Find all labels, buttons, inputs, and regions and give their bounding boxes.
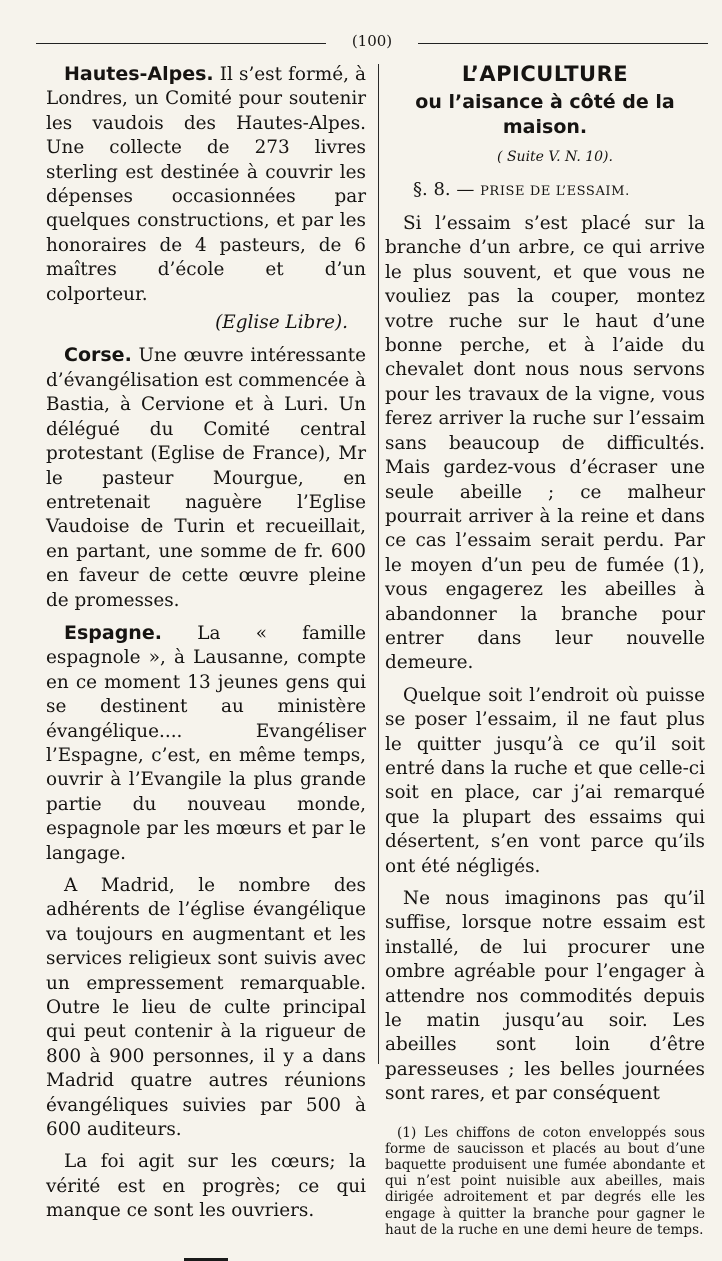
espagne-paragraph — [46, 621, 366, 866]
page-header — [36, 30, 708, 56]
right-column — [385, 62, 705, 1238]
espagne-text: La « famille espagnole », à Lausanne, compte en ce moment 13 jeunes gens qui se destinent au ministère évangélique.... Evangéliser l’Espagne, c’est, en même temps, ouvrir à l’Evangile la plus grande partie du nouveau monde, espagnole par les mœurs et par le langage. — [46, 622, 366, 864]
header-rule-left — [36, 43, 326, 44]
hautes-alpes-paragraph — [46, 62, 366, 307]
article-continuation-note: ( Suite V. N. 10). — [497, 149, 613, 166]
apiculture-paragraph-3: Ne nous imaginons pas qu’il suffise, lorsque notre essaim est installé, de lui procurer une ombre agréable pour l’engager à attendre nos commodités depuis le matin jusqu’au soir. Les abeilles sont loin d’être paresseuses ; les belles journées sont rares, et par conséquent — [385, 888, 705, 1105]
corse-heading: Corse. — [64, 344, 132, 367]
corse-paragraph — [46, 343, 366, 612]
page-number: (100) — [351, 32, 393, 50]
left-column — [46, 62, 366, 1261]
end-rule — [184, 1258, 228, 1261]
espagne-heading: Espagne. — [64, 621, 162, 644]
footnote: (1) Les chiffons de coton enveloppés sous forme de saucisson et placés au bout d’une baquette produisent une fumée abondante et qui n’est point nuisible aux abeilles, mais dirigée adroitement et par degrés elle les engage à quitter la branche pour gagner le haut de la ruche en une demi heure de temps. — [385, 1124, 705, 1238]
section-heading — [413, 178, 705, 204]
hautes-alpes-heading: Hautes-Alpes. — [64, 63, 214, 85]
apiculture-paragraph-1: Si l’essaim s’est placé sur la branche d’un arbre, ce qui arrive le plus souvent, et que vous ne vouliez pas la couper, montez votre ruche sur le haut d’une bonne perche, et à l’aide du chevalet dont nous nous servons pour les travaux de la vigne, vous ferez arriver la ruche sur l’essaim sans beaucoup de difficultés. Mais gardez-vous d’écraser une seule abeille ; ce malheur pourrait arriver à la reine et dans ce cas l’essaim serait perdu. Par le moyen d’un peu de fumée (1), vous engagerez les abeilles à abandonner la branche pour entrer dans leur nouvelle demeure. — [385, 213, 705, 674]
apiculture-paragraph-2: Quelque soit l’endroit où puisse se poser l’essaim, il ne faut plus le quitter jusqu’à ce qu’il soit entré dans la ruche et que celle-ci soit en place, car j’ai remarqué que la plupart des essaims qui désertent, s’en vont parce qu’ils ont été négligés. — [385, 684, 705, 877]
foi-paragraph: La foi agit sur les cœurs; la vérité est en progrès; ce qui manque ce sont les ouvriers. — [46, 1151, 366, 1222]
article-title: L’APICULTURE — [461, 62, 629, 86]
hautes-alpes-text: Il s’est formé, à Londres, un Comité pour soutenir les vaudois des Hautes-Alpes. Une collecte de 273 livres sterling est destinée à couvrir les dépenses occasionnées par quelques constructions, et par les honoraires de 4 pasteurs, de 6 maîtres d’école et d’un colporteur. — [46, 64, 366, 305]
column-divider — [378, 64, 379, 1064]
madrid-paragraph: A Madrid, le nombre des adhérents de l’église évangélique va toujours en augmentant et les services religieux sont suivis avec un empressement remarquable. Outre le lieu de culte principal qui peut contenir à la rigueur de 800 à 900 personnes, il y a dans Madrid quatre autres réunions évangéliques suivies par 500 à 600 auditeurs. — [46, 875, 366, 1141]
section-number: §. 8. — — [413, 178, 475, 200]
section-title: PRISE DE L’ESSAIM. — [480, 183, 630, 199]
article-subtitle: ou l’aisance à côté de la maison. — [415, 91, 675, 138]
hautes-alpes-source: (Eglise Libre). — [215, 312, 348, 334]
header-rule-right — [418, 43, 708, 44]
corse-text: Une œuvre intéressante d’évangélisation est commencée à Bastia, à Cervione et à Luri. Un délégué du Comité central protestant (Eglise de France), Mr le pasteur Mourgue, en entretenait naguère l’Eglise Vaudoise de Turin et recueillait, en partant, une somme de fr. 600 en faveur de cette œuvre pleine de promesses. — [46, 345, 366, 611]
